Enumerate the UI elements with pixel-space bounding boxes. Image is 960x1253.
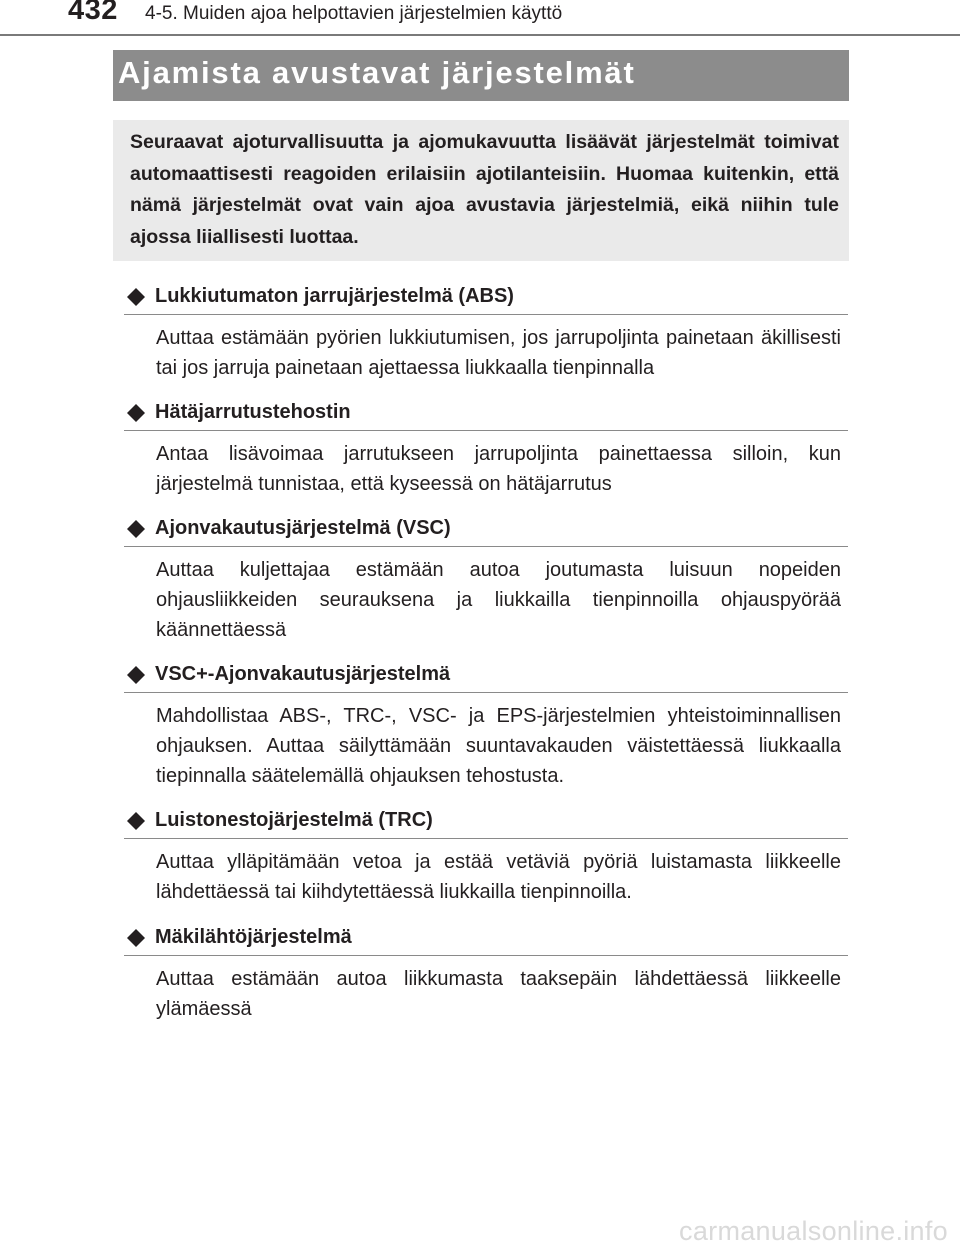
item-rule: [124, 692, 848, 693]
item-body: Auttaa kuljettajaa estämään autoa joutumasta luisuun nopeiden ohjausliikkeiden seurauksena ja liukkailla tienpinnoilla ohjauspyörää käännettäessä: [156, 559, 841, 641]
item-brake-assist: [124, 398, 848, 499]
item-hill-start: [124, 923, 848, 1024]
header-rule: [0, 34, 960, 36]
item-rule: [124, 430, 848, 431]
item-title: Lukkiutumaton jarrujärjestelmä (ABS): [155, 285, 514, 307]
watermark: carmanualsonline.info: [679, 1216, 948, 1246]
item-body: Auttaa estämään autoa liikkumasta taaksepäin lähdettäessä liikkeelle ylämäessä: [156, 968, 841, 1020]
page-number: 432: [68, 0, 118, 26]
item-title: Mäkilähtöjärjestelmä: [155, 926, 352, 948]
item-rule: [124, 546, 848, 547]
item-rule: [124, 838, 848, 839]
item-rule: [124, 314, 848, 315]
item-heading: [124, 923, 848, 956]
item-rule: [124, 955, 848, 956]
item-vsc: [124, 514, 848, 645]
item-body: Mahdollistaa ABS-, TRC-, VSC- ja EPS-järjestelmien yhteistoiminnallisen ohjauksen. Auttaa säilyttämään suuntavakauden väistettäessä liukkaalla tiepinnalla säätelemällä ohjauksen tehostusta.: [156, 705, 841, 787]
item-abs: [124, 282, 848, 383]
diamond-bullet-icon: [127, 520, 145, 538]
diamond-bullet-icon: [127, 929, 145, 947]
item-title: Hätäjarrutustehostin: [155, 401, 351, 423]
running-header: 4-5. Muiden ajoa helpottavien järjestelmien käyttö: [145, 3, 563, 24]
diamond-bullet-icon: [127, 288, 145, 306]
intro-text: Seuraavat ajoturvallisuutta ja ajomukavuutta lisäävät järjestelmät toimivat automaattisesti reagoiden erilaisiin ajotilanteisiin. Huomaa kuitenkin, että nämä järjestelmät ovat vain ajoa avustavia järjestelmiä, eikä niihin tule ajossa liiallisesti luottaa.: [130, 131, 839, 248]
item-heading: [124, 398, 848, 431]
item-body: Auttaa ylläpitämään vetoa ja estää vetäviä pyöriä luistamasta liikkeelle lähdettäessä tai kiihdytettäessä liukkailla tienpinnoilla.: [156, 851, 841, 903]
item-body: Antaa lisävoimaa jarrutukseen jarrupoljinta painettaessa silloin, kun järjestelmä tunnistaa, että kyseessä on hätäjarrutus: [156, 443, 841, 495]
diamond-bullet-icon: [127, 812, 145, 830]
diamond-bullet-icon: [127, 666, 145, 684]
diamond-bullet-icon: [127, 404, 145, 422]
item-heading: [124, 660, 848, 693]
item-title: VSC+-Ajonvakautusjärjestelmä: [155, 663, 451, 685]
item-heading: [124, 806, 848, 839]
item-vsc-plus: [124, 660, 848, 791]
item-title: Luistonestojärjestelmä (TRC): [155, 809, 433, 831]
item-heading: [124, 282, 848, 315]
item-trc: [124, 806, 848, 907]
section-title: Ajamista avustavat järjestelmät: [118, 55, 636, 90]
item-body: Auttaa estämään pyörien lukkiutumisen, jos jarrupoljinta painetaan äkillisesti tai jos jarruja painetaan ajettaessa liukkaalla tienpinnalla: [156, 327, 841, 379]
item-title: Ajonvakautusjärjestelmä (VSC): [155, 517, 451, 539]
item-heading: [124, 514, 848, 547]
